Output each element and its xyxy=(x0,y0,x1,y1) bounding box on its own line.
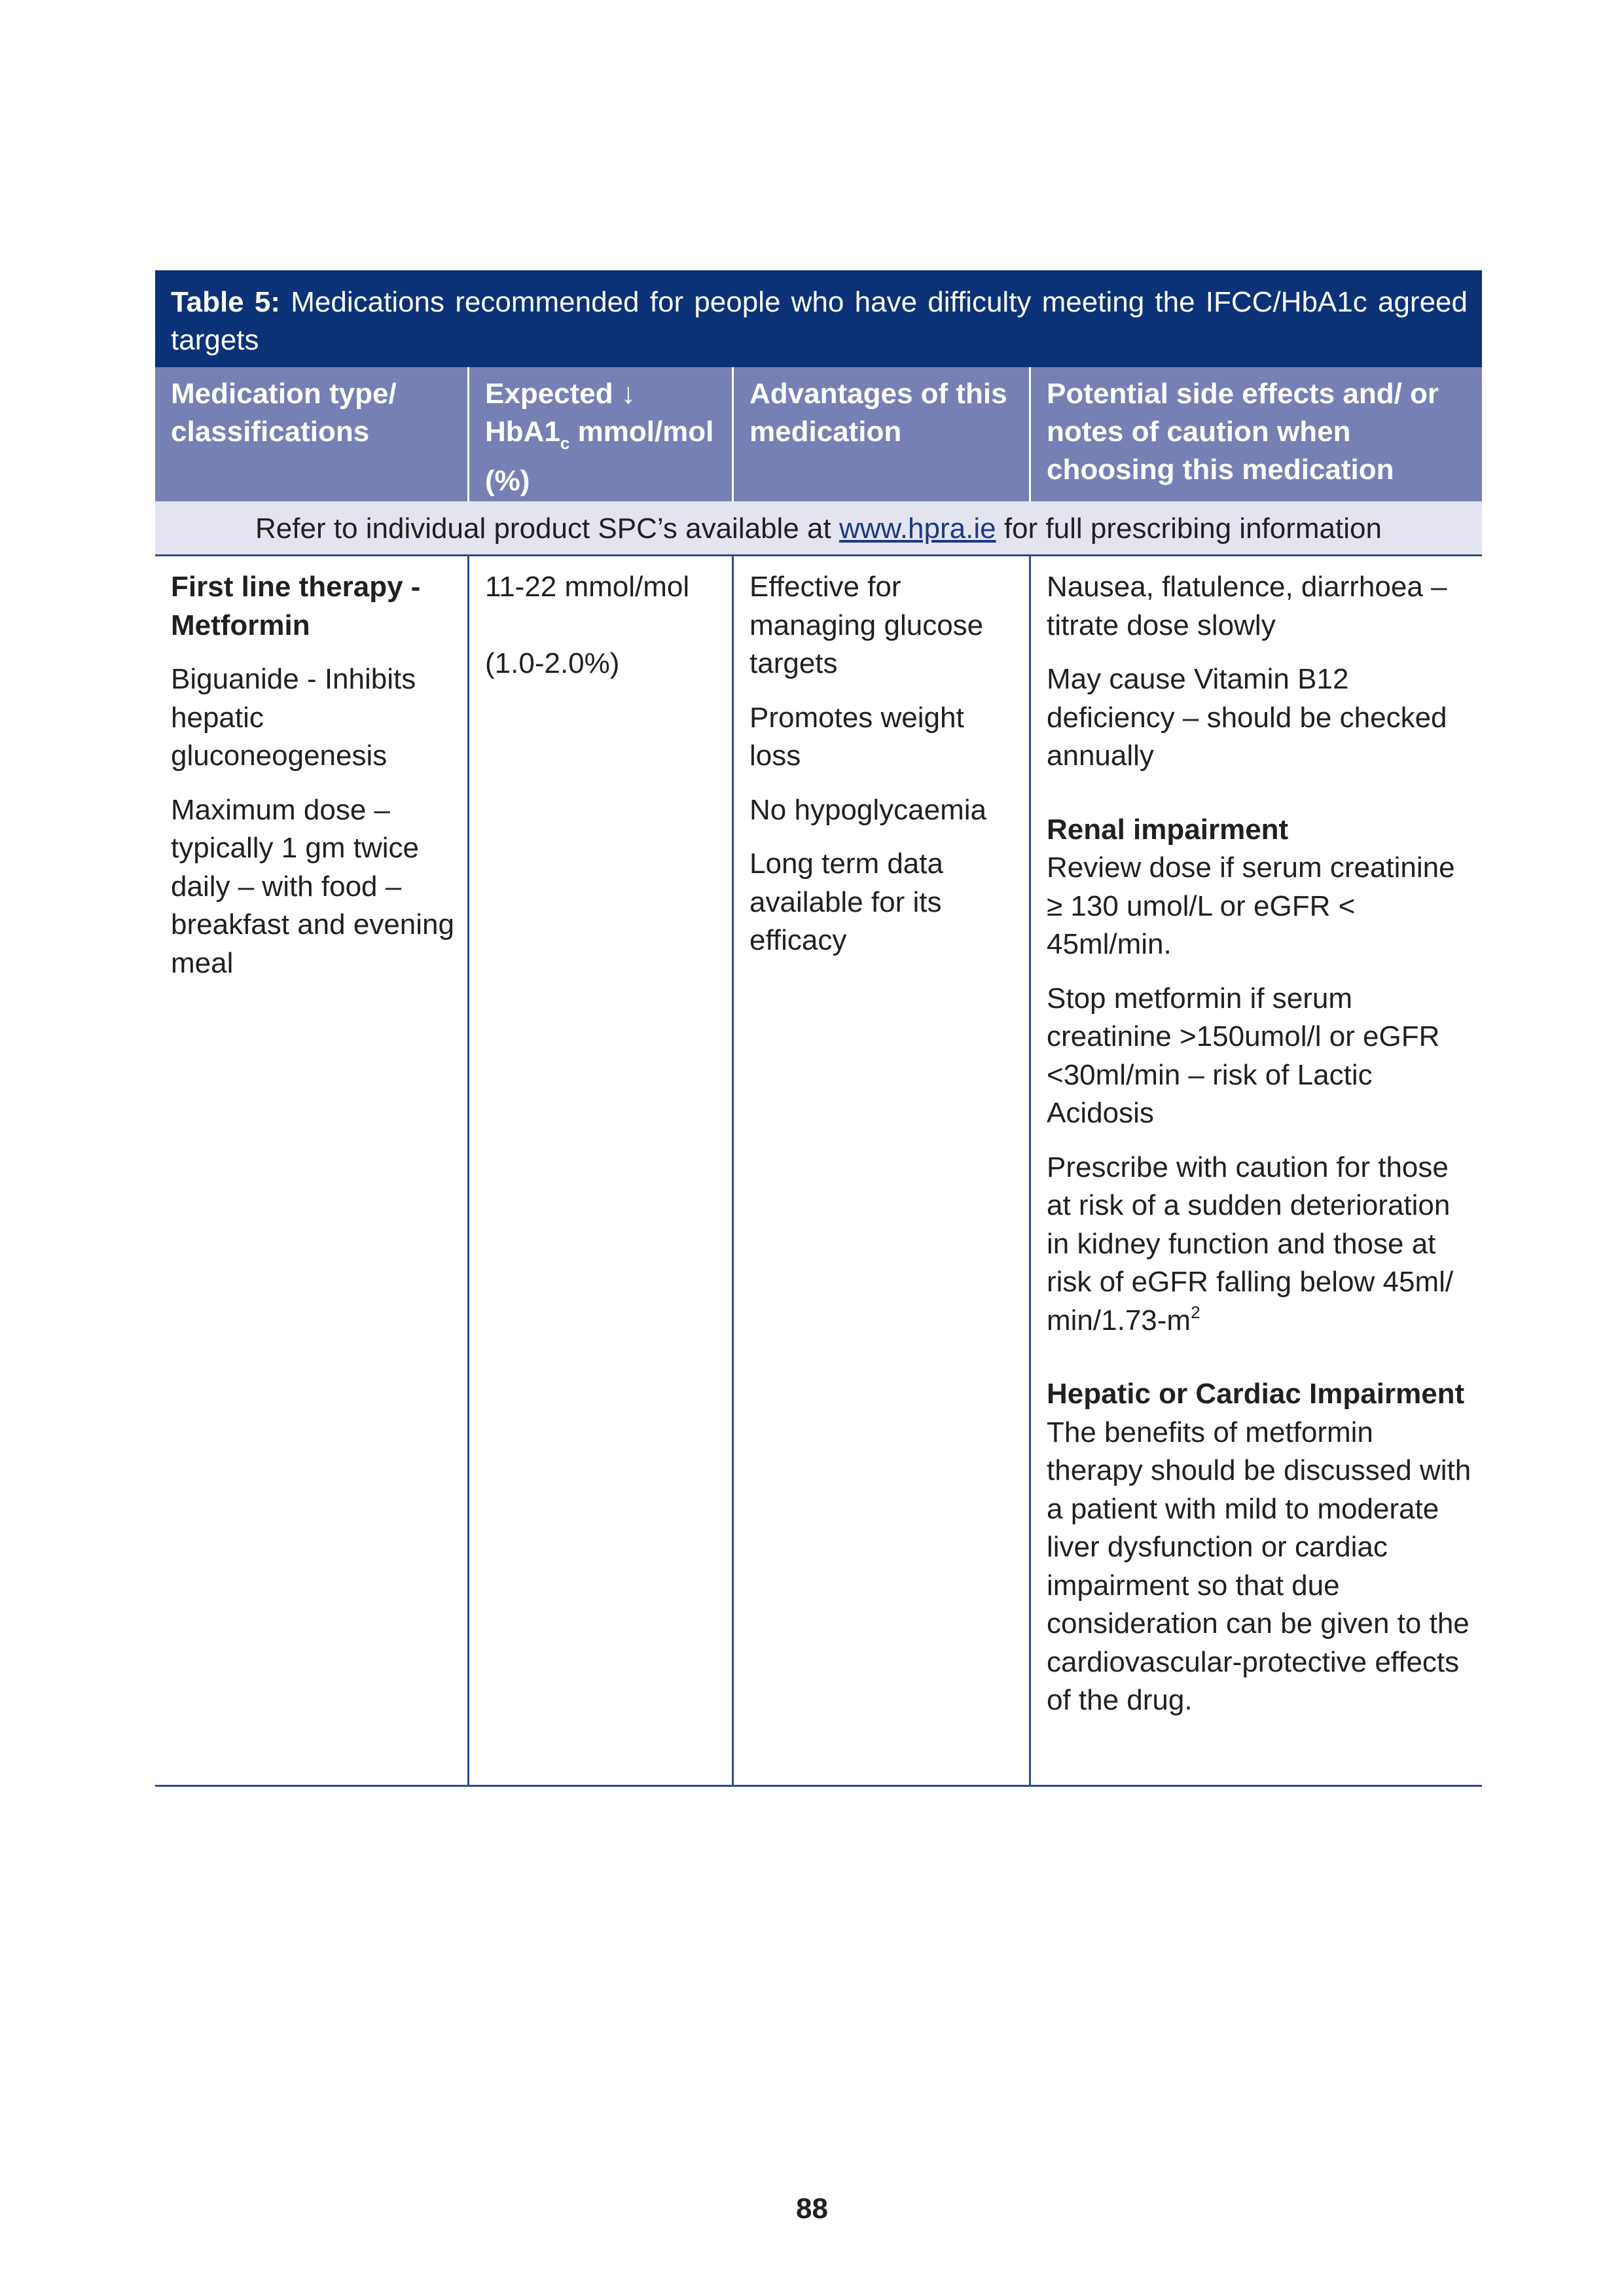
medications-table xyxy=(155,270,1482,1787)
table-row-metformin xyxy=(155,556,1482,1787)
cell-medication-type xyxy=(155,556,467,1785)
advantage-item: Promotes weight loss xyxy=(749,701,964,772)
hpra-link[interactable]: www.hpra.ie xyxy=(839,512,996,545)
cell-advantages xyxy=(732,556,1029,1785)
renal-caution-text: Prescribe with caution for those at risk of a sudden deterioration in kidney function and those at risk of eGFR falling below 45ml/ min/1.73-m xyxy=(1047,1151,1454,1336)
advantage-item: Long term data available for its efficacy xyxy=(749,848,943,956)
note-text-after: for full prescribing information xyxy=(996,512,1382,545)
note-text-before: Refer to individual product SPC’s available at xyxy=(255,512,839,545)
header-hba1c-label: HbA1 xyxy=(485,416,560,448)
prescribing-note xyxy=(155,501,1482,556)
reduction-percent: (1.0-2.0%) xyxy=(485,647,620,679)
header-expected-label: Expected xyxy=(485,378,613,410)
header-advantages: Advantages of this medication xyxy=(732,367,1029,501)
renal-item: Stop metformin if serum creatinine >150umol/l or eGFR <30ml/min – risk of Lactic Acidosis xyxy=(1047,982,1440,1129)
down-arrow-icon: ↓ xyxy=(621,378,636,410)
reduction-mmol: 11-22 mmol/mol xyxy=(485,571,690,603)
hepatic-heading: Hepatic or Cardiac Impairment xyxy=(1047,1378,1465,1410)
header-side-effects: Potential side effects and/ or notes of caution when choosing this medication xyxy=(1029,367,1482,501)
table-header-row xyxy=(155,367,1482,501)
hepatic-item: The benefits of metformin therapy should be discussed with a patient with mild to moderate liver dysfunction or cardiac impairment so that due consideration can be given to the cardiovascular-protective effects of the drug. xyxy=(1047,1416,1471,1716)
cell-expected-reduction xyxy=(467,556,732,1785)
classification-text: Biguanide - Inhibits hepatic gluconeogenesis xyxy=(171,663,416,772)
advantage-item: Effective for managing glucose targets xyxy=(749,571,984,679)
header-hba1c-units: mmol/mol (%) xyxy=(485,416,714,497)
cell-side-effects xyxy=(1029,556,1482,1785)
table-caption xyxy=(155,270,1482,367)
side-effect-item: May cause Vitamin B12 deficiency – should be checked annually xyxy=(1047,663,1447,772)
page-number: 88 xyxy=(796,2193,828,2225)
therapy-title: First line therapy - Metformin xyxy=(171,571,421,641)
superscript-two: 2 xyxy=(1191,1302,1200,1322)
renal-heading: Renal impairment xyxy=(1047,813,1289,846)
header-expected-hba1c xyxy=(467,367,732,501)
advantage-item: No hypoglycaemia xyxy=(749,793,986,826)
renal-item xyxy=(1047,1149,1471,1340)
caption-text: Medications recommended for people who have difficulty meeting the IFCC/HbA1c agreed targets xyxy=(171,286,1468,356)
dose-text: Maximum dose – typically 1 gm twice daily – with food – breakfast and evening meal xyxy=(171,793,454,979)
renal-item: Review dose if serum creatinine ≥ 130 umol/L or eGFR < 45ml/min. xyxy=(1047,852,1455,960)
header-hba1c-subscript: c xyxy=(560,433,570,453)
side-effect-item: Nausea, flatulence, diarrhoea – titrate dose slowly xyxy=(1047,571,1447,641)
caption-label: Table 5: xyxy=(171,286,281,318)
header-medication-type: Medication type/ classifications xyxy=(171,378,397,448)
